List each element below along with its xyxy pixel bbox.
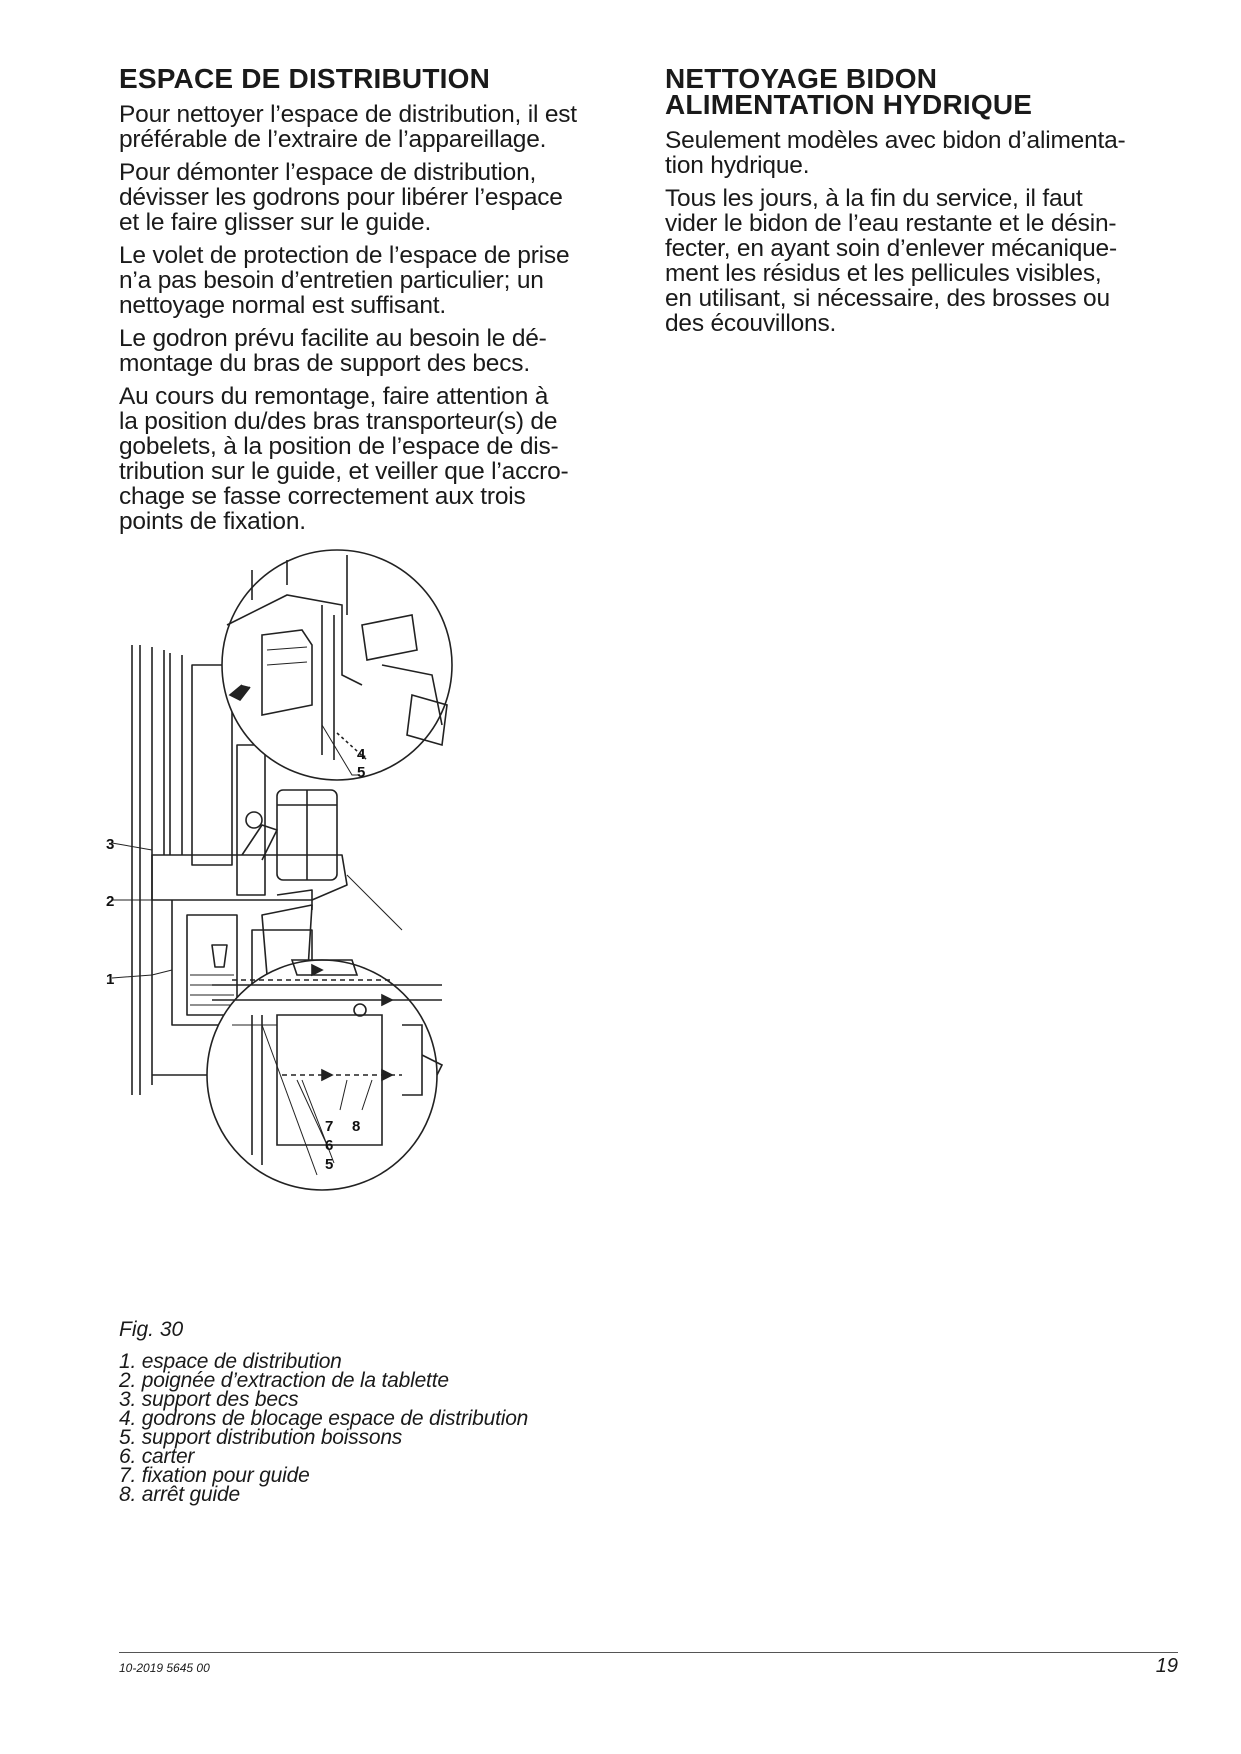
footer-divider bbox=[119, 1652, 1178, 1653]
document-code: 10-2019 5645 00 bbox=[119, 1661, 210, 1675]
callout-7: 7 bbox=[325, 1118, 334, 1135]
paragraph: Au cours du remontage, faire attention à la position du/des bras transporteur(s) de gobelets, à la position de l’espace de dis- tribution sur le guide, et veiller que l’accro- chage se fasse correctement aux trois points de fixation. bbox=[119, 383, 569, 535]
legend-item: 7. fixation pour guide bbox=[119, 1464, 310, 1487]
callout-3: 3 bbox=[106, 836, 115, 853]
paragraph: Pour nettoyer l’espace de distribution, il est préférable de l’extraire de l’appareillage. bbox=[119, 101, 577, 153]
paragraph: Le volet de protection de l’espace de prise n’a pas besoin d’entretien particulier; un nettoyage normal est suffisant. bbox=[119, 242, 570, 319]
callout-5-top: 5 bbox=[357, 764, 366, 781]
legend-item: 3. support des becs bbox=[119, 1388, 299, 1411]
page-number: 19 bbox=[1155, 1655, 1178, 1677]
technical-illustration bbox=[106, 555, 512, 1315]
callout-4: 4 bbox=[357, 746, 366, 763]
right-column bbox=[665, 63, 1195, 344]
legend-item: 4. godrons de blocage espace de distribution bbox=[119, 1407, 529, 1430]
legend-item: 6. carter bbox=[119, 1445, 195, 1468]
paragraph: Seulement modèles avec bidon d’alimenta- tion hydrique. bbox=[665, 127, 1126, 179]
callout-8: 8 bbox=[352, 1118, 361, 1135]
callout-5-bottom: 5 bbox=[325, 1156, 334, 1173]
callout-2: 2 bbox=[106, 893, 115, 910]
legend-item: 5. support distribution boissons bbox=[119, 1426, 403, 1449]
paragraph: Pour démonter l’espace de distribution, dévisser les godrons pour libérer l’espace et le faire glisser sur le guide. bbox=[119, 159, 563, 236]
callout-6: 6 bbox=[325, 1137, 334, 1154]
section-title-distribution: ESPACE DE DISTRIBUTION bbox=[119, 63, 491, 94]
figure-legend bbox=[119, 1352, 528, 1504]
section-title-water-tank: NETTOYAGE BIDON ALIMENTATION HYDRIQUE bbox=[665, 63, 1033, 120]
legend-item: 2. poignée d’extraction de la tablette bbox=[119, 1369, 449, 1392]
left-column bbox=[119, 63, 639, 542]
paragraph: Tous les jours, à la fin du service, il faut vider le bidon de l’eau restante et le désin- fecter, en ayant soin d’enlever mécanique- ment les résidus et les pellicules visibles, en utilisant, si nécessaire, des brosses ou des écouvillons. bbox=[665, 185, 1117, 337]
paragraph: Le godron prévu facilite au besoin le dé- montage du bras de support des becs. bbox=[119, 325, 547, 377]
legend-item: 8. arrêt guide bbox=[119, 1483, 240, 1506]
figure-caption: Fig. 30 bbox=[119, 1318, 184, 1341]
callout-1: 1 bbox=[106, 971, 115, 988]
legend-item: 1. espace de distribution bbox=[119, 1350, 342, 1373]
